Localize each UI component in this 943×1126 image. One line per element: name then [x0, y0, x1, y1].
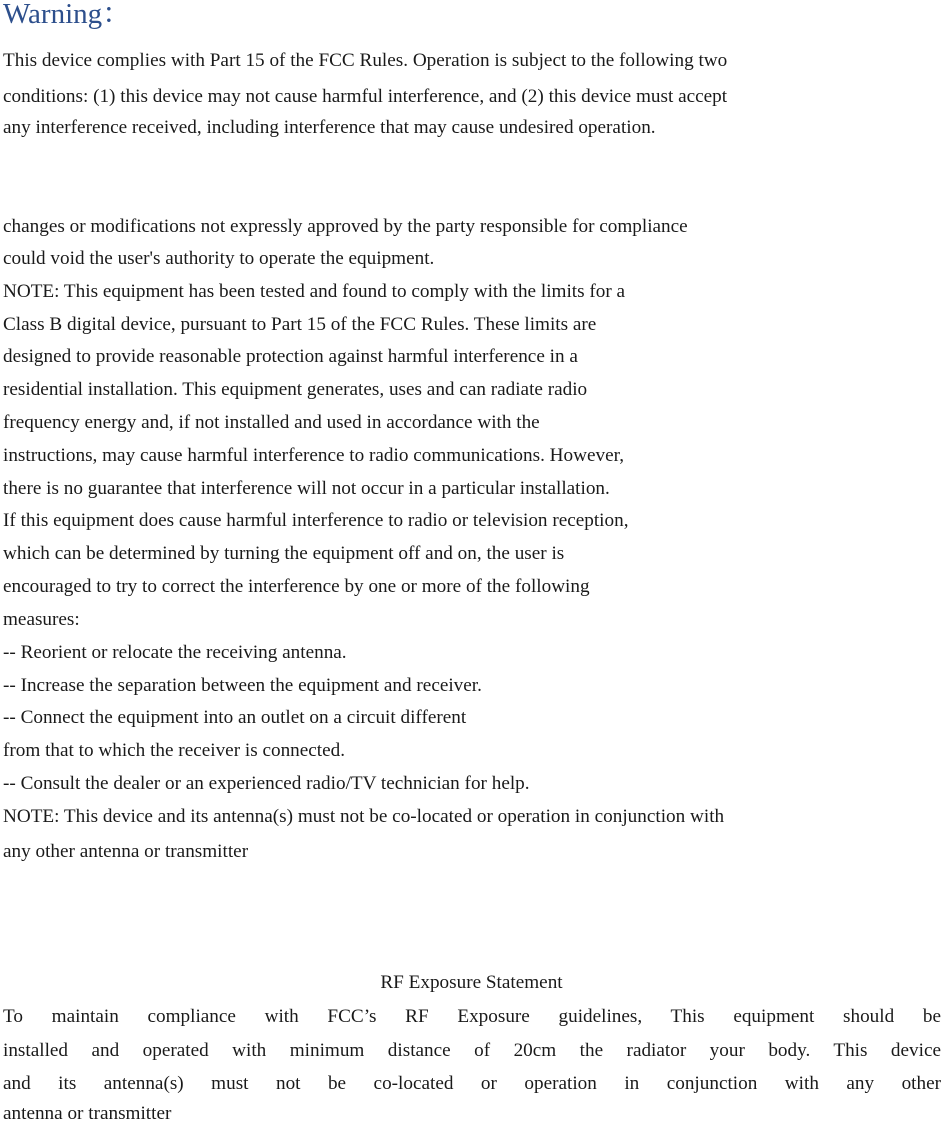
fcc-line-1: changes or modifications not expressly approved by the party responsible for compliance	[3, 216, 688, 237]
rf-line-4: antenna or transmitter	[3, 1103, 172, 1124]
fcc-line-3: NOTE: This equipment has been tested and found to comply with the limits for a	[3, 281, 626, 302]
fcc-line-7: frequency energy and, if not installed and used in accordance with the	[3, 412, 540, 433]
fcc-line-16: -- Connect the equipment into an outlet on a circuit different	[3, 707, 467, 728]
rf-line-1: To maintain compliance with FCC’s RF Exposure guidelines, This equipment should be	[3, 1006, 941, 1027]
fcc-line-14: -- Reorient or relocate the receiving antenna.	[3, 642, 347, 663]
rf-exposure-title: RF Exposure Statement	[380, 972, 563, 993]
fcc-line-4: Class B digital device, pursuant to Part 15 of the FCC Rules. These limits are	[3, 314, 597, 335]
intro-line-3: any interference received, including interference that may cause undesired operation.	[3, 117, 656, 138]
fcc-line-13: measures:	[3, 609, 80, 630]
fcc-line-20: any other antenna or transmitter	[3, 841, 249, 862]
fcc-line-8: instructions, may cause harmful interference to radio communications. However,	[3, 445, 625, 466]
fcc-line-12: encouraged to try to correct the interference by one or more of the following	[3, 576, 590, 597]
fcc-line-2: could void the user's authority to operate the equipment.	[3, 248, 435, 269]
fcc-line-5: designed to provide reasonable protection against harmful interference in a	[3, 346, 578, 367]
fcc-line-19: NOTE: This device and its antenna(s) must not be co-located or operation in conjunction with	[3, 806, 725, 827]
fcc-line-18: -- Consult the dealer or an experienced radio/TV technician for help.	[3, 773, 530, 794]
fcc-line-10: If this equipment does cause harmful interference to radio or television reception,	[3, 510, 629, 531]
fcc-line-11: which can be determined by turning the equipment off and on, the user is	[3, 543, 565, 564]
fcc-line-17: from that to which the receiver is connected.	[3, 740, 346, 761]
fcc-line-6: residential installation. This equipment generates, uses and can radiate radio	[3, 379, 588, 400]
rf-line-2: installed and operated with minimum distance of 20cm the radiator your body. This device	[3, 1040, 941, 1061]
fcc-line-9: there is no guarantee that interference will not occur in a particular installation.	[3, 478, 610, 499]
warning-heading: Warning：	[3, 0, 132, 30]
fcc-line-15: -- Increase the separation between the equipment and receiver.	[3, 675, 482, 696]
rf-line-3: and its antenna(s) must not be co-located or operation in conjunction with any other	[3, 1073, 941, 1094]
intro-line-1: This device complies with Part 15 of the FCC Rules. Operation is subject to the following two	[3, 50, 728, 71]
intro-line-2: conditions: (1) this device may not cause harmful interference, and (2) this device must accept	[3, 86, 728, 107]
